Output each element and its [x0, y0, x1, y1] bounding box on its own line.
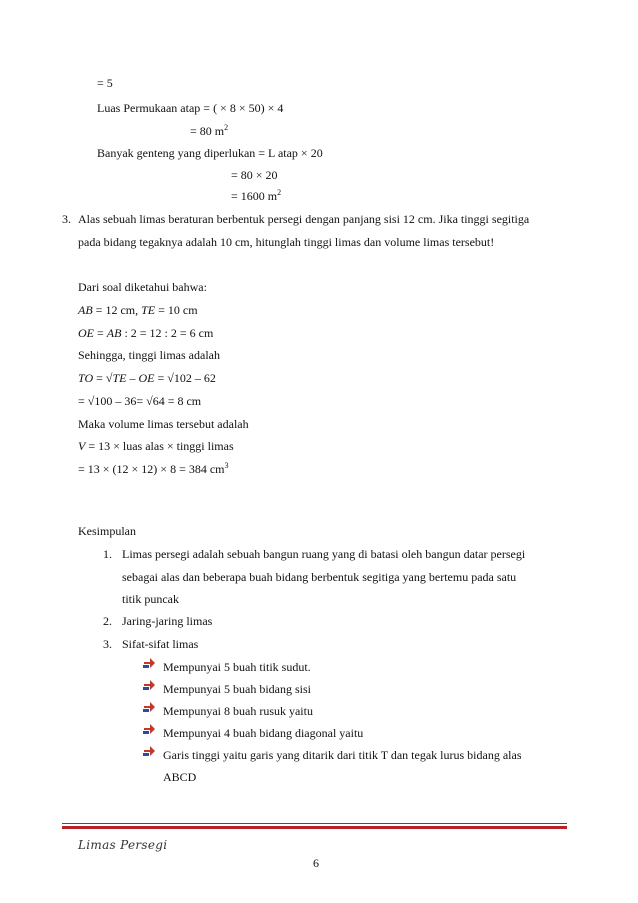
solution-intro: Dari soal diketahui bahwa: [78, 280, 207, 294]
property-item: Mempunyai 5 buah titik sudut. [163, 660, 311, 674]
problem-line-1: Alas sebuah limas beraturan berbentuk persegi dengan panjang sisi 12 cm. Jika tinggi segitiga [78, 212, 530, 226]
work-line-2: Luas Permukaan atap = ( × 8 × 50) × 4 [97, 101, 284, 115]
solution-volume-intro: Maka volume limas tersebut adalah [78, 417, 249, 431]
solution-given: AB = 12 cm, TE = 10 cm [78, 303, 198, 317]
conclusion-item-2-number: 2. [103, 614, 112, 628]
solution-volume-result: = 13 × (12 × 12) × 8 = 384 $cm^3$ [78, 461, 229, 476]
problem-line-2: pada bidang tegaknya adalah 10 cm, hitunglah tinggi limas dan volume limas tersebut! [78, 235, 495, 249]
work-line-5: = 80 × 20 [231, 168, 278, 182]
work-line-1: = 5 [97, 76, 113, 90]
conclusion-item-1-line-3: titik puncak [122, 592, 179, 606]
property-item: Mempunyai 8 buah rusuk yaitu [163, 704, 313, 718]
property-item: Mempunyai 4 buah bidang diagonal yaitu [163, 726, 364, 740]
solution-volume-formula: V = 13 × luas alas × tinggi limas [78, 439, 234, 453]
bullet-arrow-icon [143, 701, 156, 713]
conclusion-item-1-line-1: Limas persegi adalah sebuah bangun ruang yang di batasi oleh bangun datar persegi [122, 547, 526, 561]
property-item-continuation: ABCD [163, 770, 197, 784]
property-item: Mempunyai 5 buah bidang sisi [163, 682, 311, 696]
conclusion-item-2: Jaring-jaring limas [122, 614, 213, 628]
bullet-arrow-icon [143, 745, 156, 757]
property-item: Garis tinggi yaitu garis yang ditarik dari titik T dan tegak lurus bidang alas [163, 748, 522, 762]
conclusion-item-1-line-2: sebagai alas dan beberapa buah bidang berbentuk segitiga yang bertemu pada satu [122, 570, 517, 584]
work-line-4: Banyak genteng yang diperlukan = L atap × 20 [97, 146, 323, 160]
footer-rule [62, 823, 567, 824]
conclusion-item-3: Sifat-sifat limas [122, 637, 199, 651]
footer-title: Limas Persegi [78, 838, 168, 852]
solution-therefore: Sehingga, tinggi limas adalah [78, 348, 220, 362]
work-line-3: = 80 $m^2$ [190, 123, 229, 138]
solution-to: TO = √TE – OE = √102 – 62 [78, 371, 216, 385]
conclusion-heading: Kesimpulan [78, 524, 136, 538]
bullet-arrow-icon [143, 657, 156, 669]
conclusion-item-1-number: 1. [103, 547, 112, 561]
page-number: 6 [313, 856, 319, 870]
bullet-arrow-icon [143, 679, 156, 691]
solution-to-result: = √100 – 36= √64 = 8 cm [78, 394, 202, 408]
footer-rule-thick [62, 826, 567, 829]
problem-number: 3. [62, 212, 71, 226]
bullet-arrow-icon [143, 723, 156, 735]
work-line-6: = 1600 $m^2$ [231, 188, 282, 203]
conclusion-item-3-number: 3. [103, 637, 112, 651]
solution-oe: OE = AB : 2 = 12 : 2 = 6 cm [78, 326, 214, 340]
